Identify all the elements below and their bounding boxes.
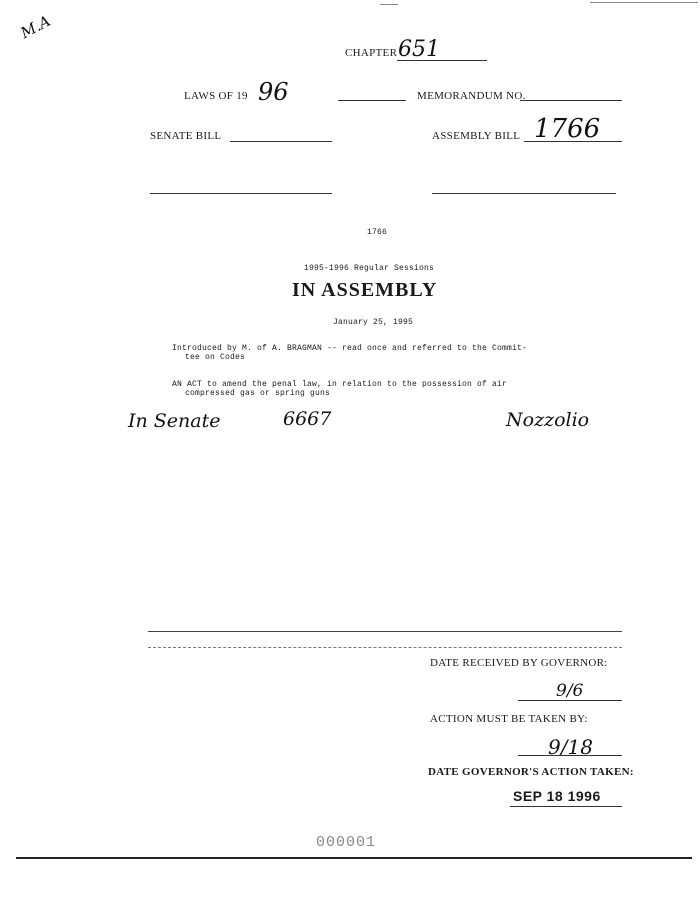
senate-bill-label: SENATE BILL — [150, 130, 222, 142]
page-number: 000001 — [316, 834, 377, 851]
memorandum-label: MEMORANDUM NO. — [417, 90, 526, 102]
senate-sponsor: Nozzolio — [506, 409, 590, 431]
laws-label: LAWS OF 19 — [184, 90, 248, 102]
introduced-line-1: Introduced by M. of A. BRAGMAN -- read once and referred to the Commit- — [172, 344, 528, 353]
chapter-number: 651 — [398, 37, 440, 62]
deadline-label: ACTION MUST BE TAKEN BY: — [430, 713, 588, 725]
introduction-date: January 25, 1995 — [333, 318, 414, 327]
introduced-line-2: tee on Codes — [185, 353, 246, 362]
deadline-value: 9/18 — [548, 735, 593, 759]
in-senate-note: In Senate — [128, 410, 221, 432]
action-date-stamp: SEP 18 1996 — [513, 788, 601, 804]
senate-bill-number: 6667 — [283, 408, 332, 430]
laws-year: 96 — [258, 78, 289, 106]
date-received-label: DATE RECEIVED BY GOVERNOR: — [430, 657, 608, 669]
corner-initials: M.A — [17, 11, 54, 43]
act-line-2: compressed gas or spring guns — [185, 389, 331, 398]
sessions-text: 1995-1996 Regular Sessions — [304, 264, 435, 273]
chapter-label: CHAPTER — [345, 47, 398, 59]
assembly-bill-number: 1766 — [534, 114, 601, 144]
act-line-1: AN ACT to amend the penal law, in relation to the possession of air — [172, 380, 508, 389]
action-taken-label: DATE GOVERNOR'S ACTION TAKEN: — [428, 766, 634, 778]
assembly-bill-label: ASSEMBLY BILL — [432, 130, 521, 142]
bill-number: 1766 — [367, 228, 388, 237]
date-received-value: 9/6 — [556, 681, 584, 701]
document-heading: IN ASSEMBLY — [292, 279, 438, 301]
